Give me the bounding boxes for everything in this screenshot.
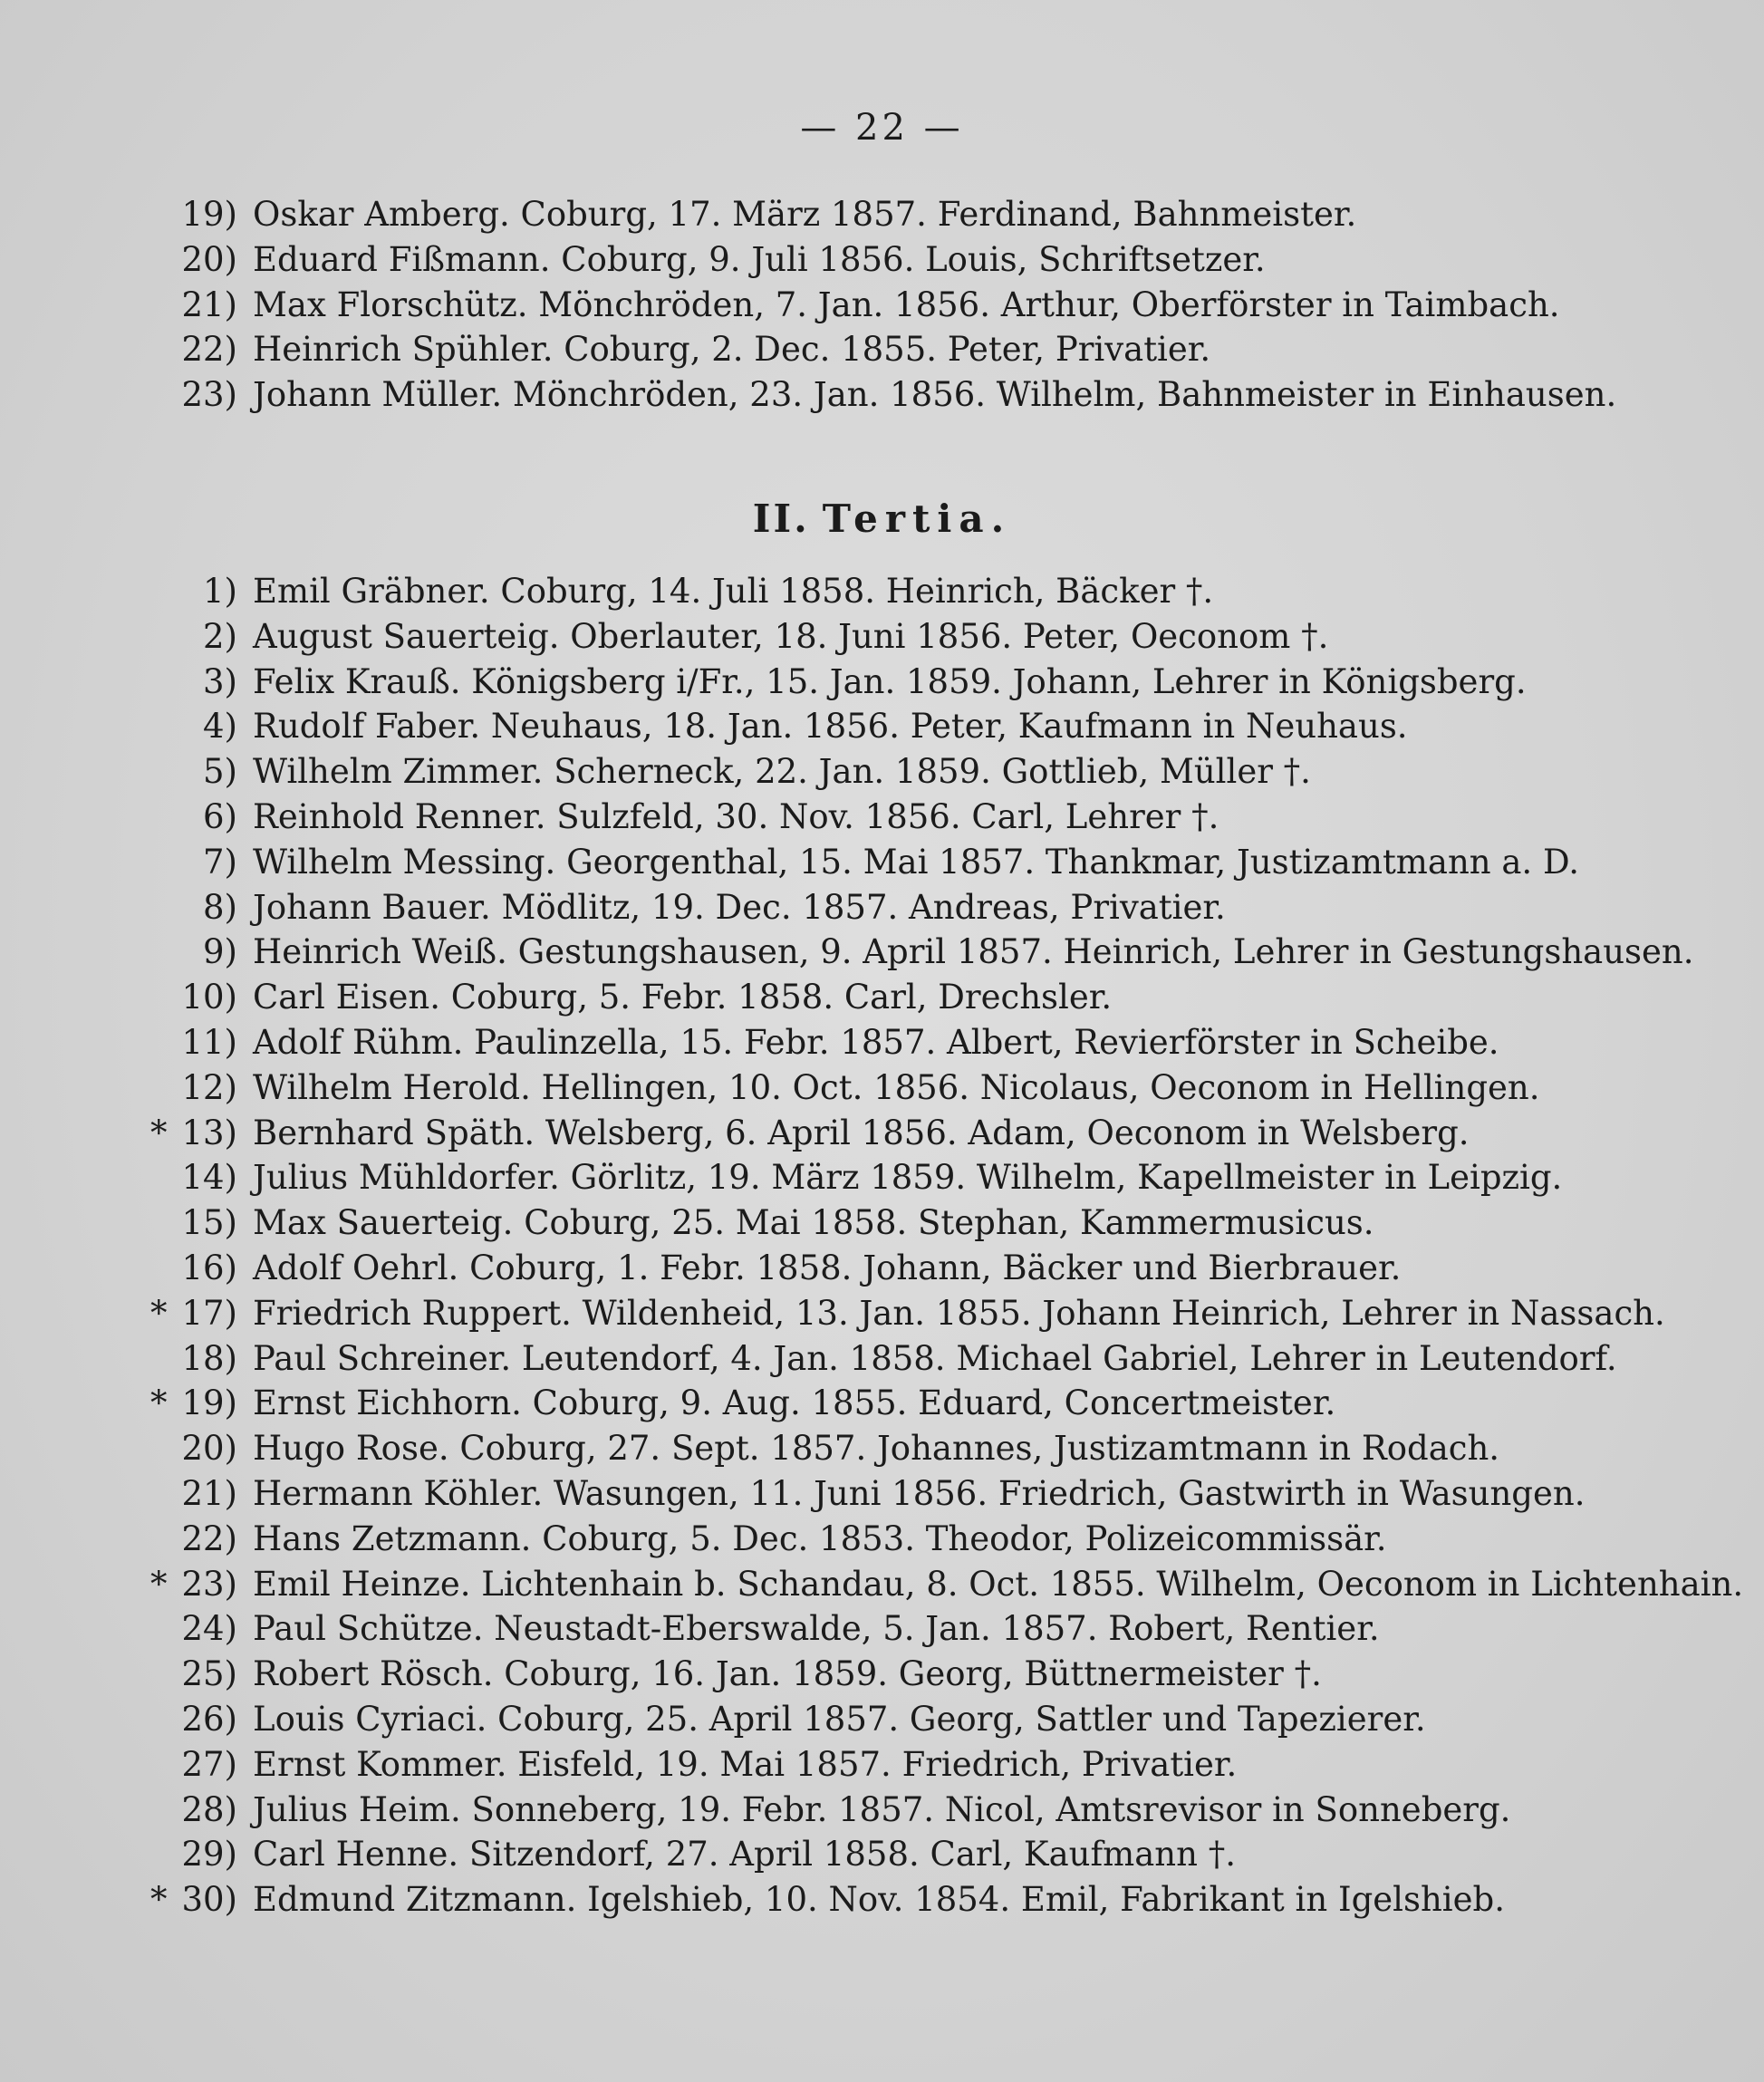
list-item [0, 975, 1764, 1020]
entry-text: Johann Müller. Mönchröden, 23. Jan. 1856. Wilhelm, Bahnmeister in Einhausen. [253, 375, 1617, 415]
entry-text: Rudolf Faber. Neuhaus, 18. Jan. 1856. Peter, Kaufmann in Neuhaus. [253, 707, 1408, 747]
list-item [0, 1246, 1764, 1291]
list-item [0, 614, 1764, 660]
entry-marker: * [150, 1564, 168, 1604]
list-item [0, 1291, 1764, 1336]
list-item [0, 569, 1764, 614]
entry-number: 23) [181, 375, 237, 415]
entry-text: Adolf Rühm. Paulinzella, 15. Febr. 1857. Albert, Revierförster in Scheibe. [253, 1022, 1499, 1062]
list-item [0, 1155, 1764, 1200]
entry-text: Emil Heinze. Lichtenhain b. Schandau, 8. Oct. 1855. Wilhelm, Oeconom in Lichtenhain. [253, 1564, 1744, 1604]
entry-number: 2) [203, 616, 237, 656]
entry-number: 17) [181, 1293, 237, 1333]
entry-text: Adolf Oehrl. Coburg, 1. Febr. 1858. Johann, Bäcker und Bierbrauer. [253, 1248, 1402, 1287]
entry-text: Bernhard Späth. Welsberg, 6. April 1856. Adam, Oeconom in Welsberg. [253, 1113, 1470, 1152]
entry-number: 10) [181, 978, 237, 1017]
entry-number: 28) [181, 1789, 237, 1829]
entry-text: Hermann Köhler. Wasungen, 11. Juni 1856. Friedrich, Gastwirth in Wasungen. [253, 1473, 1586, 1513]
entry-number: 20) [181, 1429, 237, 1469]
list-item [0, 1111, 1764, 1156]
entry-text: Eduard Fißmann. Coburg, 9. Juli 1856. Louis, Schriftsetzer. [253, 239, 1266, 279]
list-item [0, 1065, 1764, 1111]
entry-text: Heinrich Weiß. Gestungshausen, 9. April 1857. Heinrich, Lehrer in Gestungshausen. [253, 932, 1694, 972]
entry-number: 22) [181, 330, 237, 370]
entry-number: 9) [203, 932, 237, 972]
entry-number: 27) [181, 1744, 237, 1784]
section-heading [0, 496, 1764, 541]
list-item [0, 1517, 1764, 1562]
list-item [0, 1697, 1764, 1742]
list-item [0, 1832, 1764, 1877]
list-item [0, 1426, 1764, 1471]
list-item [0, 1381, 1764, 1426]
entry-number: 30) [181, 1880, 237, 1920]
entry-marker: * [150, 1113, 168, 1152]
list-item [0, 283, 1764, 328]
entry-text: Max Sauerteig. Coburg, 25. Mai 1858. Stephan, Kammermusicus. [253, 1203, 1374, 1243]
list-item [0, 1020, 1764, 1065]
entry-number: 18) [181, 1338, 237, 1378]
entry-number: 13) [181, 1113, 237, 1152]
list-item [0, 660, 1764, 705]
list-item [0, 237, 1764, 283]
entry-number: 4) [203, 707, 237, 747]
entry-text: Carl Eisen. Coburg, 5. Febr. 1858. Carl, Drechsler. [253, 978, 1113, 1017]
entry-text: Hugo Rose. Coburg, 27. Sept. 1857. Johannes, Justizamtmann in Rodach. [253, 1429, 1500, 1469]
entry-number: 3) [203, 661, 237, 701]
entry-number: 16) [181, 1248, 237, 1287]
entry-marker: * [150, 1293, 168, 1333]
list-item [0, 930, 1764, 975]
entry-text: Ernst Kommer. Eisfeld, 19. Mai 1857. Friedrich, Privatier. [253, 1744, 1238, 1784]
entry-text: August Sauerteig. Oberlauter, 18. Juni 1856. Peter, Oeconom †. [253, 616, 1329, 656]
tertia-entry-list [0, 569, 1764, 1923]
entry-text: Julius Mühldorfer. Görlitz, 19. März 1859. Wilhelm, Kapellmeister in Leipzig. [253, 1158, 1563, 1198]
entry-number: 19) [181, 1383, 237, 1423]
entry-number: 21) [181, 284, 237, 324]
entry-number: 20) [181, 239, 237, 279]
list-item [0, 1652, 1764, 1697]
entry-text: Oskar Amberg. Coburg, 17. März 1857. Ferdinand, Bahnmeister. [253, 195, 1357, 234]
list-item [0, 192, 1764, 237]
entry-number: 6) [203, 796, 237, 836]
list-item [0, 327, 1764, 372]
entry-text: Reinhold Renner. Sulzfeld, 30. Nov. 1856. Carl, Lehrer †. [253, 796, 1219, 836]
entry-text: Paul Schütze. Neustadt-Eberswalde, 5. Jan. 1857. Robert, Rentier. [253, 1609, 1380, 1649]
entry-text: Julius Heim. Sonneberg, 19. Febr. 1857. Nicol, Amtsrevisor in Sonneberg. [253, 1789, 1511, 1829]
list-item [0, 1606, 1764, 1652]
entry-text: Robert Rösch. Coburg, 16. Jan. 1859. Georg, Büttnermeister †. [253, 1654, 1322, 1694]
section-roman-numeral: II. [752, 496, 810, 541]
entry-number: 19) [181, 195, 237, 234]
entry-number: 24) [181, 1609, 237, 1649]
list-item [0, 704, 1764, 749]
entry-number: 8) [203, 887, 237, 927]
list-item [0, 1877, 1764, 1923]
entry-text: Carl Henne. Sitzendorf, 27. April 1858. Carl, Kaufmann †. [253, 1835, 1236, 1875]
entry-text: Max Florschütz. Mönchröden, 7. Jan. 1856. Arthur, Oberförster in Taimbach. [253, 284, 1560, 324]
entry-number: 26) [181, 1699, 237, 1739]
list-item [0, 840, 1764, 885]
list-item [0, 1742, 1764, 1788]
entry-text: Johann Bauer. Mödlitz, 19. Dec. 1857. Andreas, Privatier. [253, 887, 1226, 927]
list-item [0, 749, 1764, 795]
entry-text: Wilhelm Zimmer. Scherneck, 22. Jan. 1859. Gottlieb, Müller †. [253, 752, 1311, 792]
continued-entry-list [0, 192, 1764, 418]
entry-number: 21) [181, 1473, 237, 1513]
entry-text: Friedrich Ruppert. Wildenheid, 13. Jan. 1855. Johann Heinrich, Lehrer in Nassach. [253, 1293, 1665, 1333]
list-item [0, 1200, 1764, 1246]
page-number: — 22 — [800, 107, 964, 149]
entry-text: Paul Schreiner. Leutendorf, 4. Jan. 1858. Michael Gabriel, Lehrer in Leutendorf. [253, 1338, 1617, 1378]
entry-marker: * [150, 1880, 168, 1920]
list-item [0, 1788, 1764, 1833]
entry-number: 22) [181, 1518, 237, 1558]
entry-number: 15) [181, 1203, 237, 1243]
list-item [0, 1562, 1764, 1607]
entry-text: Heinrich Spühler. Coburg, 2. Dec. 1855. Peter, Privatier. [253, 330, 1211, 370]
entry-text: Wilhelm Messing. Georgenthal, 15. Mai 1857. Thankmar, Justizamtmann a. D. [253, 842, 1580, 882]
entry-number: 25) [181, 1654, 237, 1694]
entry-number: 7) [203, 842, 237, 882]
entry-number: 29) [181, 1835, 237, 1875]
list-item [0, 795, 1764, 840]
entry-text: Wilhelm Herold. Hellingen, 10. Oct. 1856. Nicolaus, Oeconom in Hellingen. [253, 1067, 1540, 1107]
entry-marker: * [150, 1383, 168, 1423]
entry-text: Felix Krauß. Königsberg i/Fr., 15. Jan. 1859. Johann, Lehrer in Königsberg. [253, 661, 1527, 701]
entry-number: 12) [181, 1067, 237, 1107]
entry-number: 5) [203, 752, 237, 792]
entry-text: Hans Zetzmann. Coburg, 5. Dec. 1853. Theodor, Polizeicommissär. [253, 1518, 1387, 1558]
entry-number: 23) [181, 1564, 237, 1604]
entry-number: 14) [181, 1158, 237, 1198]
entry-number: 11) [181, 1022, 237, 1062]
section-name: Tertia. [822, 496, 1012, 541]
entry-number: 1) [203, 572, 237, 611]
list-item [0, 1471, 1764, 1517]
entry-text: Louis Cyriaci. Coburg, 25. April 1857. Georg, Sattler und Tapezierer. [253, 1699, 1426, 1739]
entry-text: Edmund Zitzmann. Igelshieb, 10. Nov. 1854. Emil, Fabrikant in Igelshieb. [253, 1880, 1505, 1920]
list-item [0, 885, 1764, 930]
entry-text: Ernst Eichhorn. Coburg, 9. Aug. 1855. Eduard, Concertmeister. [253, 1383, 1336, 1423]
entry-text: Emil Gräbner. Coburg, 14. Juli 1858. Heinrich, Bäcker †. [253, 572, 1214, 611]
list-item [0, 1336, 1764, 1382]
list-item [0, 372, 1764, 418]
